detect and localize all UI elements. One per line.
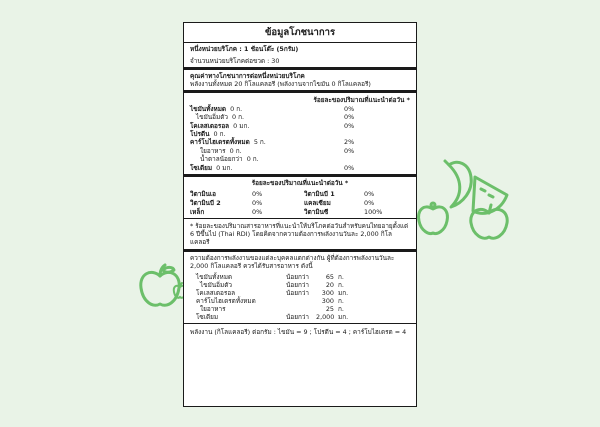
nutrition-label <box>183 22 417 407</box>
nutrient-row: โปรตีน 0 ก. <box>190 130 226 139</box>
nutrient-row: ไขมันทั้งหมด 0 ก. 0% <box>190 104 355 113</box>
nutrients-section <box>184 90 416 174</box>
nutrient-row: ไขมันอิ่มตัว 0 ก. 0% <box>196 113 355 122</box>
per-serving-section <box>184 67 416 90</box>
recommendations-section <box>184 249 416 323</box>
nutrient-row: ใยอาหาร 0 ก. 0% <box>200 146 355 155</box>
footer-line: พลังงาน (กิโลแคลอรี) ต่อกรัม : ไขมัน = 9 ; โปรตีน = 4 ; คาร์โบไฮเดรต = 4 <box>184 323 416 338</box>
vitamins-section <box>184 174 416 218</box>
dv-header: ร้อยละของปริมาณที่แนะนำต่อวัน * <box>313 95 410 104</box>
label-title: ข้อมูลโภชนาการ <box>264 27 336 38</box>
recommendations-grid: ไขมันทั้งหมด น้อยกว่า 65 ก. ไขมันอิ่มตัว น้อยกว่า 20 ก. โคเลสเตอรอล น้อยกว่า 300 มก. คาร์โบไฮเดรตทั้งหมด 300 ก. ใยอาหาร 25 ก. โซเดียม น้อยกว่า 2,000 มก. <box>196 273 349 321</box>
serving-count: จำนวนหน่วยบริโภคต่อขวด : 30 <box>190 56 280 65</box>
nutrient-row: น้ำตาลน้อยกว่า 0 ก. <box>200 155 259 164</box>
footnote: * ร้อยละของปริมาณสารอาหารที่แนะนำให้บริโภคต่อวันสำหรับคนไทยอายุตั้งแต่ 6 ปีขึ้นไป (Thai RDI) โดยคิดจากความต้องการพลังงานวันละ 2,000 กิโลแคลอรี <box>184 218 416 249</box>
vitamins-grid: วิตามินเอ 0% วิตามินบี 1 0% วิตามินบี 2 0% แคลเซียม 0% เหล็ก 0% วิตามินซี 100% <box>190 190 383 216</box>
nutrient-row: โซเดียม 0 มก. 0% <box>190 163 355 172</box>
fruit-bowl-icon <box>415 155 515 250</box>
per-serving-header: คุณค่าทางโภชนาการต่อหนึ่งหน่วยบริโภค <box>190 71 305 80</box>
serving-size: หนึ่งหน่วยบริโภค : 1 ช้อนโต๊ะ (5กรัม) <box>190 44 299 53</box>
serving-section <box>184 42 416 67</box>
energy-line: พลังงานทั้งหมด 20 กิโลแคลอรี (พลังงานจากไขมัน 0 กิโลแคลอรี) <box>190 79 371 88</box>
vitamins-header: ร้อยละของปริมาณที่แนะนำต่อวัน * <box>251 179 349 187</box>
energy-note: ความต้องการพลังงานของแต่ละบุคคลแตกต่างกัน ผู้ที่ต้องการพลังงานวันละ 2,000 กิโลแคลอรี ควรได้รับสารอาหาร ดังนี้ <box>190 254 395 270</box>
nutrient-row: โคเลสเตอรอล 0 มก. 0% <box>190 121 355 130</box>
nutrient-row: คาร์โบไฮเดรตทั้งหมด 5 ก. 2% <box>190 138 355 147</box>
